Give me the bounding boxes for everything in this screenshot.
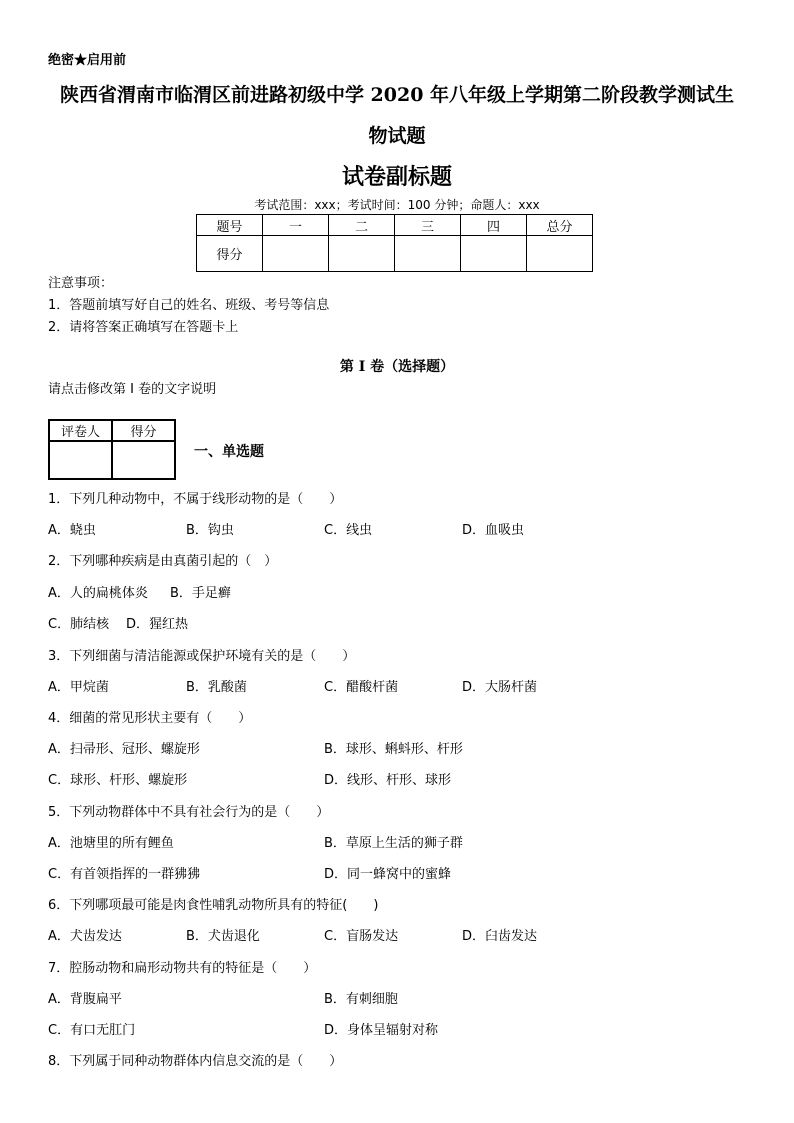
score-cell[interactable] — [461, 236, 527, 272]
option: C．盲肠发达 — [324, 929, 399, 944]
score-cell[interactable] — [395, 236, 461, 272]
score-table — [196, 214, 593, 272]
option: C．肺结核 — [48, 617, 110, 632]
score-header-cell: 四 — [461, 215, 527, 236]
score-header-cell: 二 — [329, 215, 395, 236]
option: B．球形、蝌蚪形、杆形 — [324, 742, 463, 757]
grader-header-row — [49, 420, 175, 441]
option: B．犬齿退化 — [186, 929, 260, 944]
score-header-cell: 总分 — [527, 215, 593, 236]
grader-header-cell: 评卷人 — [49, 420, 112, 441]
option: A．人的扁桃体炎 — [48, 586, 148, 601]
score-header-cell: 题号 — [197, 215, 263, 236]
question-stem: 3．下列细菌与清洁能源或保护环境有关的是（ ） — [48, 649, 356, 664]
option: C．醋酸杆菌 — [324, 680, 399, 695]
grader-table — [48, 419, 176, 480]
option: B．钩虫 — [186, 523, 234, 538]
option: A．池塘里的所有鲤鱼 — [48, 836, 174, 851]
option: A．蛲虫 — [48, 523, 96, 538]
score-cell[interactable] — [329, 236, 395, 272]
grader-cell[interactable] — [49, 441, 112, 479]
score-header-cell: 三 — [395, 215, 461, 236]
part-title: 一、单选题 — [194, 444, 264, 460]
grader-entry-row — [49, 441, 175, 479]
option: B．手足癣 — [170, 586, 231, 601]
exam-info: 考试范围：xxx；考试时间：100 分钟；命题人：xxx — [254, 198, 540, 212]
score-cell[interactable] — [263, 236, 329, 272]
exam-subtitle: 试卷副标题 — [341, 164, 452, 190]
question-stem: 2．下列哪种疾病是由真菌引起的（ ） — [48, 554, 278, 569]
option: D．身体呈辐射对称 — [324, 1023, 439, 1038]
option: B．草原上生活的狮子群 — [324, 836, 463, 851]
option: A．甲烷菌 — [48, 680, 109, 695]
section-description[interactable]: 请点击修改第 I 卷的文字说明 — [48, 382, 217, 397]
option: D．血吸虫 — [462, 523, 525, 538]
question-stem: 8．下列属于同种动物群体内信息交流的是（ ） — [48, 1054, 343, 1069]
score-cell[interactable] — [527, 236, 593, 272]
question-stem: 5．下列动物群体中不具有社会行为的是（ ） — [48, 805, 330, 820]
notes-item: 2．请将答案正确填写在答题卡上 — [48, 320, 239, 335]
option: D．臼齿发达 — [462, 929, 538, 944]
question-stem: 1．下列几种动物中，不属于线形动物的是（ ） — [48, 492, 343, 507]
section-title: 第 I 卷（选择题） — [339, 359, 455, 375]
question-stem: 4．细菌的常见形状主要有（ ） — [48, 711, 252, 726]
question-stem: 7．腔肠动物和扁形动物共有的特征是（ ） — [48, 961, 317, 976]
notes-item: 1．答题前填写好自己的姓名、班级、考号等信息 — [48, 298, 330, 313]
score-header-cell: 一 — [263, 215, 329, 236]
option: C．有口无肛门 — [48, 1023, 136, 1038]
score-table-score-row — [197, 236, 593, 272]
option: B．有刺细胞 — [324, 992, 398, 1007]
score-table-header-row — [197, 215, 593, 236]
option: A．犬齿发达 — [48, 929, 122, 944]
confidential-label: 绝密★启用前 — [48, 53, 127, 68]
exam-title-line1: 陕西省渭南市临渭区前进路初级中学 2020 年八年级上学期第二阶段教学测试生 — [59, 84, 735, 106]
option: D．线形、杆形、球形 — [324, 773, 452, 788]
option: D．同一蜂窝中的蜜蜂 — [324, 867, 452, 882]
option: D．大肠杆菌 — [462, 680, 538, 695]
option: C．球形、杆形、螺旋形 — [48, 773, 188, 788]
exam-title-line2: 物试题 — [368, 125, 426, 147]
option: A．背腹扁平 — [48, 992, 122, 1007]
option: C．有首领指挥的一群狒狒 — [48, 867, 201, 882]
notes-heading: 注意事项： — [48, 276, 114, 291]
option: C．线虫 — [324, 523, 373, 538]
grader-cell[interactable] — [112, 441, 175, 479]
score-row-label: 得分 — [197, 236, 263, 272]
question-stem: 6．下列哪项最可能是肉食性哺乳动物所具有的特征( ) — [48, 898, 379, 913]
option: B．乳酸菌 — [186, 680, 247, 695]
option: A．扫帚形、冠形、螺旋形 — [48, 742, 200, 757]
option: D．猩红热 — [126, 617, 189, 632]
grader-header-cell: 得分 — [112, 420, 175, 441]
